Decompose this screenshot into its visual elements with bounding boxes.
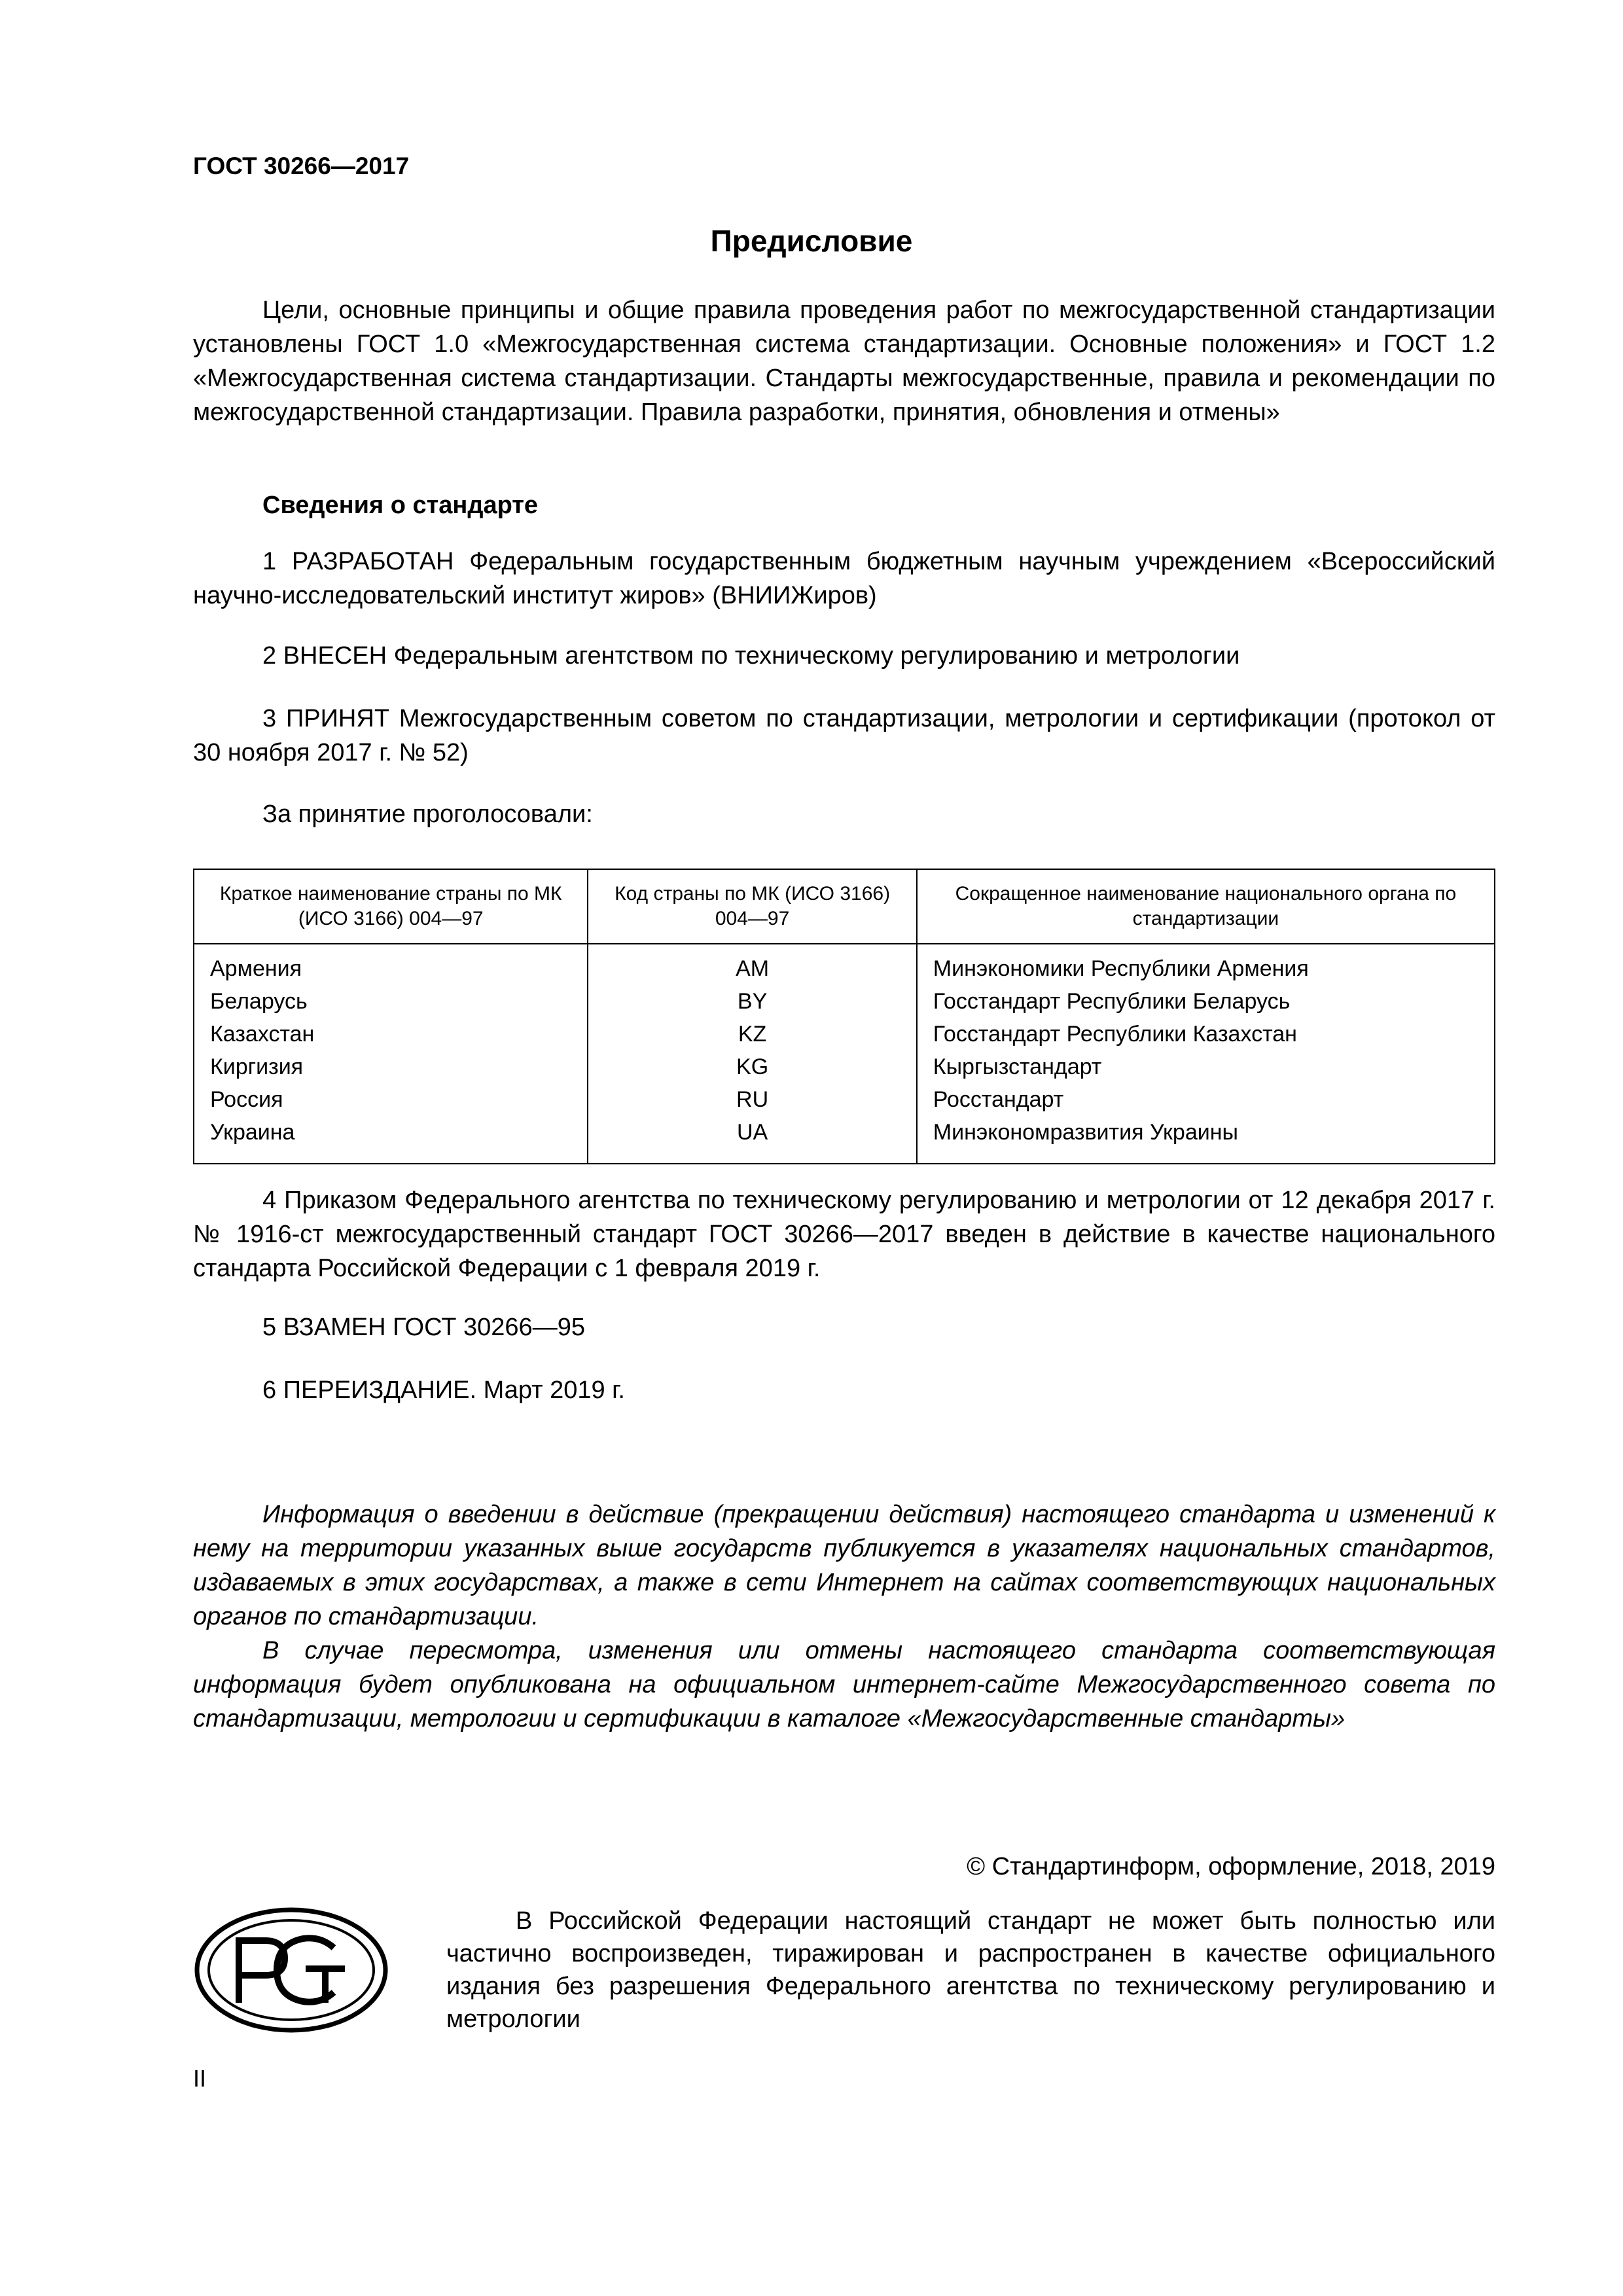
country-name: Украина <box>194 1116 588 1164</box>
country-code: RU <box>588 1083 916 1116</box>
item-4-order: 4 Приказом Федерального агентства по техническому регулированию и метрологии от 12 декабря 2017 г. № 1916-ст межгосударственный стандарт ГОСТ 30266—2017 введен в действие в качестве национального стандарта Российской Федерации с 1 февраля 2019 г. <box>193 1187 1495 1282</box>
country-code: KZ <box>588 1018 916 1050</box>
item-5-replaces: 5 ВЗАМЕН ГОСТ 30266—95 <box>262 1314 585 1341</box>
vote-label: За принятие проголосовали: <box>262 800 593 828</box>
table-header-row <box>194 869 1495 944</box>
table-row <box>194 1050 1495 1083</box>
national-body: Минэкономразвития Украины <box>917 1116 1495 1164</box>
page-title: Предисловие <box>710 224 913 258</box>
table-row <box>194 1018 1495 1050</box>
national-body: Минэкономики Республики Армения <box>917 944 1495 985</box>
country-name: Беларусь <box>194 985 588 1018</box>
country-code: BY <box>588 985 916 1018</box>
country-name: Россия <box>194 1083 588 1116</box>
note-revision-info: В случае пересмотра, изменения или отмены настоящего стандарта соответствующая информация будет опубликована на официальном интернет-сайте Межгосударственного совета по стандартизации, метрологии и сертификации в каталоге «Межгосударственные стандарты» <box>193 1637 1495 1732</box>
table-row <box>194 1083 1495 1116</box>
info-heading: Сведения о стандарте <box>262 492 539 519</box>
page-number: II <box>193 2065 207 2092</box>
table-row <box>194 944 1495 985</box>
note-introduction-info: Информация о введении в действие (прекращении действия) настоящего стандарта и изменений к нему на территории указанных выше государств публикуется в указателях национальных стандартов, издаваемых в этих государствах, а также в сети Интернет на сайтах соответствующих национальных органов по стандартизации. <box>193 1501 1495 1630</box>
item-3-adopted: 3 ПРИНЯТ Межгосударственным советом по стандартизации, метрологии и сертификации (протокол от 30 ноября 2017 г. № 52) <box>193 705 1495 766</box>
voting-countries-table <box>193 869 1495 1164</box>
item-2-submitted: 2 ВНЕСЕН Федеральным агентством по техническому регулированию и метрологии <box>262 642 1240 670</box>
national-body: Госстандарт Республики Казахстан <box>917 1018 1495 1050</box>
country-code: KG <box>588 1050 916 1083</box>
reproduction-notice: В Российской Федерации настоящий стандарт не может быть полностью или частично воспроизведен, тиражирован и распространен в качестве официального издания без разрешения Федерального агентства по техническому регулированию и метрологии <box>446 1907 1495 2033</box>
country-code: UA <box>588 1116 916 1164</box>
country-name: Казахстан <box>194 1018 588 1050</box>
intro-paragraph: Цели, основные принципы и общие правила проведения работ по межгосударственной стандартизации установлены ГОСТ 1.0 «Межгосударственная система стандартизации. Основные положения» и ГОСТ 1.2 «Межгосударственная система стандартизации. Стандарты межгосударственные, правила и рекомендации по межгосударственной стандартизации. Правила разработки, принятия, обновления и отмены» <box>193 296 1495 426</box>
national-body: Росстандарт <box>917 1083 1495 1116</box>
header-country: Краткое наименование страны по МК (ИСО 3166) 004—97 <box>194 869 588 944</box>
national-body: Кыргызстандарт <box>917 1050 1495 1083</box>
copyright-line: © Стандартинформ, оформление, 2018, 2019 <box>967 1853 1495 1880</box>
document-code: ГОСТ 30266—2017 <box>193 152 410 179</box>
country-name: Армения <box>194 944 588 985</box>
header-code: Код страны по МК (ИСО 3166) 004—97 <box>588 869 916 944</box>
table-row <box>194 985 1495 1018</box>
national-body: Госстандарт Республики Беларусь <box>917 985 1495 1018</box>
item-6-reissue: 6 ПЕРЕИЗДАНИЕ. Март 2019 г. <box>262 1376 625 1404</box>
header-org: Сокращенное наименование национального органа по стандартизации <box>917 869 1495 944</box>
country-name: Киргизия <box>194 1050 588 1083</box>
item-1-developed: 1 РАЗРАБОТАН Федеральным государственным бюджетным научным учреждением «Всероссийский научно-исследовательский институт жиров» (ВНИИЖиров) <box>193 548 1495 609</box>
table-row <box>194 1116 1495 1164</box>
rst-certification-mark <box>193 1905 389 2036</box>
country-code: AM <box>588 944 916 985</box>
